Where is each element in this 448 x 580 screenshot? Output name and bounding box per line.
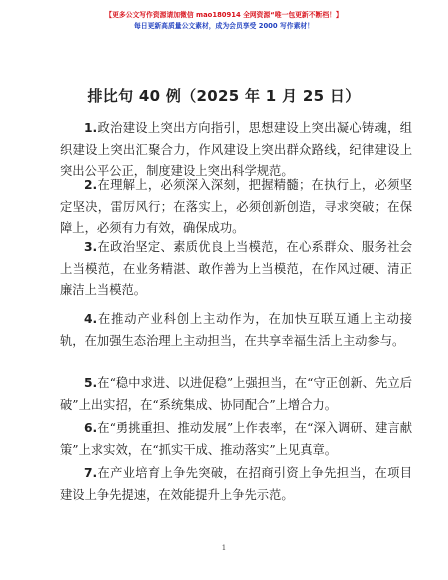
promo-banner [0,10,448,32]
item-text: 在产业培育上争先突破，在招商引资上争先担当，在项目建设上争先提速，在效能提升上争先示范。 [60,466,412,502]
item-text: 在推动产业科创上主动作为，在加快互联互通上主动接轨，在加强生态治理上主动担当，在共享幸福生活上主动参与。 [60,312,412,348]
item-number: 4. [84,312,98,326]
item-number: 3. [84,240,98,254]
list-item-5 [60,373,412,416]
item-text: 在“勇挑重担、推动发展”上作表率，在“深入调研、建言献策”上求实效，在“抓实干成、推动落实”上见真章。 [60,421,412,457]
item-text: 在政治坚定、素质优良上当模范，在心系群众、服务社会上当模范，在业务精湛、敢作善为上当模范，在作风过硬、清正廉洁上当模范。 [60,240,412,297]
list-item-1 [60,118,412,183]
list-item-4 [60,309,412,352]
promo-line-red: 【更多公文写作资源请加微信 mao180914 全网资源“唯一包更新不断档！】 [105,11,343,19]
list-item-3 [60,237,412,302]
list-item-2 [60,175,412,240]
item-number: 7. [84,466,98,480]
promo-line-blue: 每日更新高质量公文素材，成为会员享受 2000 写作素材！ [134,22,314,30]
item-number: 6. [84,421,98,435]
list-item-6 [60,418,412,461]
item-text: 政治建设上突出方向指引，思想建设上突出凝心铸魂，组织建设上突出汇聚合力，作风建设上突出群众路线，纪律建设上突出公平公正，制度建设上突出科学规范。 [60,121,412,178]
document-title: 排比句 40 例（2025 年 1 月 25 日） [87,87,361,105]
item-number: 1. [84,121,98,135]
item-text: 在“稳中求进、以进促稳”上强担当，在“守正创新、先立后破”上出实招，在“系统集成、协同配合”上增合力。 [60,376,412,412]
page-number: 1 [221,544,227,552]
item-text: 在理解上，必须深入深刻，把握精髓；在执行上，必须坚定坚决，雷厉风行；在落实上，必须创新创造，寻求突破；在保障上，必须有力有效，确保成功。 [60,178,412,235]
list-item-7 [60,463,412,506]
item-number: 5. [84,376,98,390]
item-number: 2. [84,178,98,192]
